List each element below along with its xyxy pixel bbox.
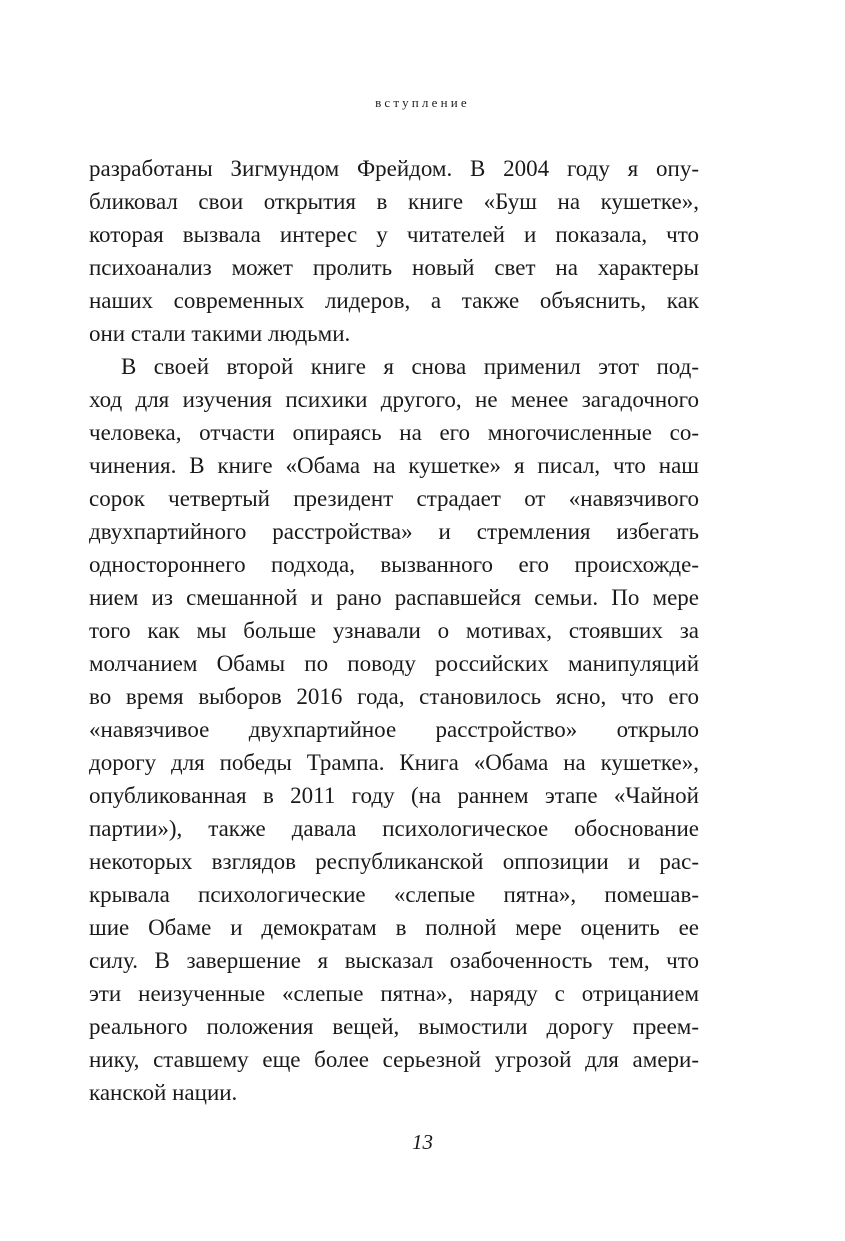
- page-number: 13: [412, 1130, 433, 1154]
- text-line: одностороннего подхода, вызванного его происхожде-: [89, 552, 699, 577]
- running-head: вступление: [375, 95, 470, 110]
- text-line: эти неизученные «слепые пятна», наряду с отрицанием: [89, 981, 699, 1006]
- text-line-paragraph-start: В своей второй книге я снова применил этот под-: [121, 354, 699, 379]
- text-line: реального положения вещей, вымостили дорогу преем-: [89, 1014, 699, 1039]
- text-line: опубликованная в 2011 году (на раннем этапе «Чайной: [89, 783, 699, 808]
- text-line-paragraph-end: канской нации.: [89, 1080, 238, 1105]
- text-line: того как мы больше узнавали о мотивах, стоявших за: [89, 618, 699, 643]
- text-line: сорок четвертый президент страдает от «навязчивого: [89, 486, 699, 511]
- text-line: шие Обаме и демократам в полной мере оценить ее: [89, 915, 699, 940]
- text-line: «навязчивое двухпартийное расстройство» открыло: [89, 717, 699, 742]
- text-line: нием из смешанной и рано распавшейся семьи. По мере: [89, 585, 699, 610]
- text-line-paragraph-end: они стали такими людьми.: [89, 321, 351, 346]
- text-line: которая вызвала интерес у читателей и показала, что: [89, 222, 699, 247]
- text-line: во время выборов 2016 года, становилось ясно, что его: [89, 684, 699, 709]
- text-line: партии»), также давала психологическое обоснование: [89, 816, 699, 841]
- text-line: ход для изучения психики другого, не менее загадочного: [89, 387, 699, 412]
- text-line: молчанием Обамы по поводу российских манипуляций: [89, 651, 699, 676]
- text-line: силу. В завершение я высказал озабоченность тем, что: [89, 948, 699, 973]
- text-line: некоторых взглядов республиканской оппозиции и рас-: [89, 849, 699, 874]
- text-line: наших современных лидеров, а также объяснить, как: [89, 288, 699, 313]
- text-line: человека, отчасти опираясь на его многочисленные со-: [89, 420, 699, 445]
- text-line: чинения. В книге «Обама на кушетке» я писал, что наш: [89, 453, 699, 478]
- text-line: дорогу для победы Трампа. Книга «Обама на кушетке»,: [89, 750, 699, 775]
- text-line: крывала психологические «слепые пятна», помешав-: [89, 882, 699, 907]
- text-line: бликовал свои открытия в книге «Буш на кушетке»,: [89, 189, 699, 214]
- text-line: психоанализ может пролить новый свет на характеры: [89, 255, 699, 280]
- text-line: двухпартийного расстройства» и стремления избегать: [89, 519, 699, 544]
- text-line: разработаны Зигмундом Фрейдом. В 2004 году я опу-: [89, 156, 699, 181]
- body-text: [89, 152, 699, 1109]
- text-line: нику, ставшему еще более серьезной угрозой для амери-: [89, 1047, 699, 1072]
